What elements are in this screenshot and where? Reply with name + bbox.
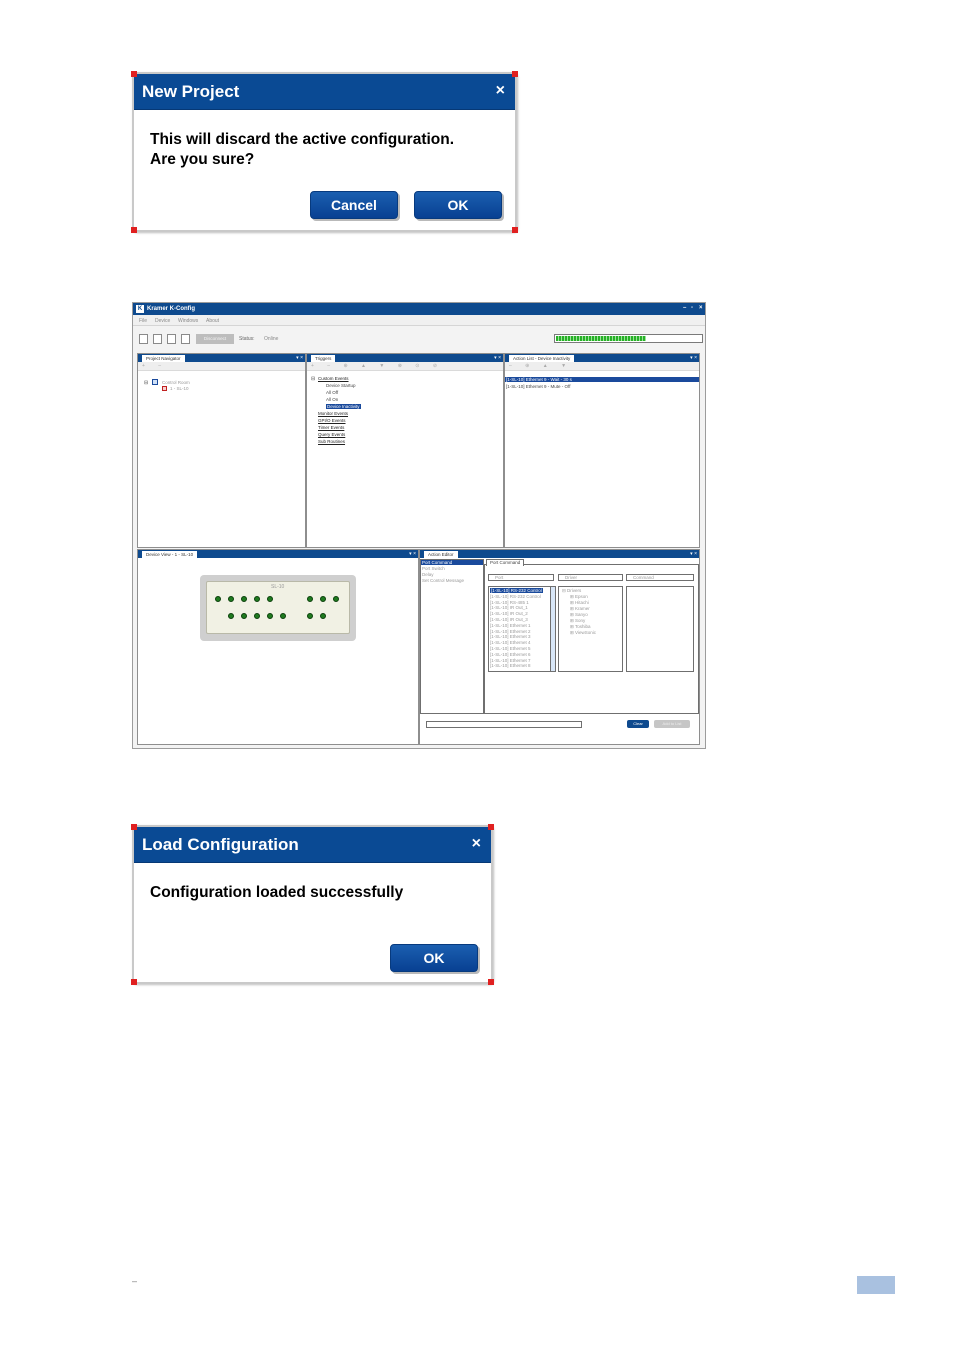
cancel-button[interactable]: Cancel <box>310 191 398 219</box>
device-button-led[interactable] <box>267 613 273 619</box>
dialog-corner-marker <box>131 71 137 77</box>
app-title-bar <box>133 303 706 315</box>
trigger-query-events[interactable]: Query Events <box>318 432 346 437</box>
device-button-led[interactable] <box>254 613 260 619</box>
trigger-custom-events[interactable]: Custom Events <box>318 376 349 381</box>
trigger-timer-events[interactable]: Timer Events <box>318 425 345 430</box>
device-button-led[interactable] <box>215 596 221 602</box>
pane-toolbar: + – ⊕ ▲ ▼ ⊗ ⊙ ⊘ <box>307 362 503 371</box>
action-type-list <box>420 559 484 714</box>
close-icon[interactable]: × <box>495 82 505 99</box>
device-button-led[interactable] <box>333 596 339 602</box>
dialog-message: Configuration loaded successfully <box>150 884 404 901</box>
pane-header <box>138 354 305 362</box>
clear-button[interactable]: Clear <box>627 720 649 728</box>
port-list-item[interactable]: [1-SL-10] Ethernet 7 <box>490 657 531 663</box>
driver-tree-item[interactable]: ⊞ Hitachi <box>570 600 589 605</box>
trigger-all-off[interactable]: All Off <box>326 390 339 395</box>
dialog-title-bar <box>134 827 491 863</box>
driver-tree-item[interactable]: ⊞ Sony <box>570 618 586 623</box>
dialog-title: Load Configuration <box>142 834 299 854</box>
driver-tree-item[interactable]: ⊞ Sanyo <box>570 612 588 617</box>
action-list-pane <box>504 353 700 548</box>
pane-header <box>505 354 699 362</box>
dialog-corner-marker <box>488 979 494 985</box>
pane-controls[interactable]: ▾ × <box>690 355 697 361</box>
device-button-led[interactable] <box>241 596 247 602</box>
save-file-icon[interactable] <box>167 334 176 344</box>
menu-about[interactable]: About <box>206 318 220 324</box>
device-button-led[interactable] <box>307 613 313 619</box>
app-title: Kramer K-Config <box>147 306 196 312</box>
kramer-logo-icon: K <box>137 306 143 312</box>
export-icon[interactable] <box>181 334 190 344</box>
driver-tree-item[interactable]: ⊞ Epson <box>570 594 588 599</box>
tab-triggers[interactable]: Triggers <box>311 355 335 362</box>
driver-list <box>558 586 623 672</box>
port-list-item[interactable]: [1-SL-10] Ethernet 6 <box>490 651 531 657</box>
action-list-item[interactable]: [1-SL-10] Ethernet 9 - Wait - 30 s <box>505 377 699 382</box>
port-list-item[interactable]: [1-SL-10] IR Out_3 <box>490 617 528 622</box>
driver-tree-item[interactable]: ⊞ Toshiba <box>570 624 591 629</box>
maximize-icon[interactable]: ▫ <box>691 305 694 311</box>
port-list-item[interactable]: [1-SL-10] RS-232 Control <box>491 588 542 593</box>
trigger-device-startup[interactable]: Device Startup <box>326 383 356 388</box>
new-file-icon[interactable] <box>139 334 148 344</box>
port-list-item[interactable]: [1-SL-10] Ethernet 5 <box>490 646 531 651</box>
port-list-scrollbar[interactable] <box>550 586 556 672</box>
device-button-led[interactable] <box>320 596 326 602</box>
port-column-header: Port <box>488 574 554 581</box>
action-list-item[interactable]: [1-SL-10] Ethernet 9 - Mute - Off <box>506 384 571 389</box>
minimize-icon[interactable]: – <box>683 305 687 311</box>
dialog-title: New Project <box>142 81 240 101</box>
device-button-led[interactable] <box>307 596 313 602</box>
close-icon[interactable]: × <box>471 835 481 852</box>
driver-tree-root[interactable]: ⊟ Drivers <box>562 588 582 593</box>
page-number-badge <box>857 1276 895 1294</box>
project-navigator-pane <box>137 353 306 548</box>
dialog-corner-marker <box>131 979 137 985</box>
triggers-pane <box>306 353 504 548</box>
load-configuration-dialog <box>132 825 493 984</box>
room-icon <box>152 379 158 385</box>
dialog-corner-marker <box>512 71 518 77</box>
tree-node-room[interactable]: Control Room <box>162 380 190 385</box>
action-type-set-control-message[interactable]: Set Control Message <box>422 578 465 583</box>
progress-fill <box>556 336 646 341</box>
kconfig-app-window <box>132 302 706 749</box>
connection-progress-bar <box>554 334 703 343</box>
tree-node-device[interactable]: 1 - SL-10 <box>170 386 189 391</box>
dialog-corner-marker <box>512 227 518 233</box>
device-panel-face <box>206 581 350 634</box>
command-column-header: Command <box>626 574 694 581</box>
driver-column-header: Driver <box>558 574 623 581</box>
driver-tree-item[interactable]: ⊞ ViewSonic <box>570 630 596 635</box>
tree-expand-icon[interactable]: ⊟ <box>311 376 316 382</box>
device-button-led[interactable] <box>228 613 234 619</box>
tree-expand-icon[interactable]: ⊟ <box>144 380 149 386</box>
port-list-item[interactable]: [1-SL-10] RS-232 Control <box>490 593 541 599</box>
pane-controls[interactable]: ▾ × <box>296 355 303 361</box>
pane-header <box>307 354 503 362</box>
port-list-item[interactable]: [1-SL-10] IR Out_1 <box>490 605 528 611</box>
dialog-message-line: This will discard the active configuration. <box>150 131 455 148</box>
status-label: Status: <box>239 336 255 342</box>
pane-toolbar: + – <box>138 362 305 371</box>
dialog-corner-marker <box>131 227 137 233</box>
device-icon <box>162 386 167 391</box>
pane-header <box>138 550 418 558</box>
device-button-led[interactable] <box>254 596 260 602</box>
device-button-led[interactable] <box>241 613 247 619</box>
device-button-led[interactable] <box>320 613 326 619</box>
tab-action-list[interactable]: Action List - Device Inactivity <box>509 355 574 362</box>
tab-action-editor[interactable]: Action Editor <box>424 551 458 558</box>
open-file-icon[interactable] <box>153 334 162 344</box>
dialog-message-line: Are you sure? <box>150 151 255 168</box>
status-value: Online <box>264 336 279 342</box>
port-list-item[interactable]: [1-SL-10] IR Out_2 <box>490 611 528 617</box>
action-type-port-switch[interactable]: Port Switch <box>422 566 445 571</box>
pane-controls[interactable]: ▾ × <box>690 551 697 557</box>
menu-windows[interactable]: Windows <box>178 318 199 324</box>
port-list-item[interactable]: [1-SL-10] Ethernet 2 <box>490 628 531 634</box>
dialog-corner-marker <box>131 824 137 830</box>
device-front-panel <box>200 575 356 641</box>
port-list <box>488 586 556 672</box>
trigger-monitor-events[interactable]: Monitor Events <box>318 411 349 416</box>
port-list-item[interactable]: [1-SL-10] Ethernet 8 <box>490 663 531 669</box>
command-preview-field[interactable] <box>426 721 582 728</box>
pane-controls[interactable]: ▾ × <box>409 551 416 557</box>
device-name-label: SL-10 <box>271 584 285 590</box>
port-list-item[interactable]: [1-SL-10] Ethernet 1 <box>490 622 531 628</box>
port-list-item[interactable]: [1-SL-10] Ethernet 3 <box>490 634 531 640</box>
trigger-sub-routines[interactable]: Sub Routines <box>318 439 346 444</box>
pane-toolbar: – ⊕ ▲ ▼ <box>505 362 699 371</box>
new-project-dialog <box>132 72 517 232</box>
action-type-port-command[interactable]: Port Command <box>421 560 483 565</box>
action-type-delay[interactable]: Delay <box>422 572 434 577</box>
add-to-list-button[interactable]: Add to List <box>654 720 690 728</box>
driver-tree-item[interactable]: ⊞ Kramer <box>570 606 590 611</box>
toolbar <box>133 327 706 351</box>
menu-device[interactable]: Device <box>155 318 171 324</box>
ok-button[interactable]: OK <box>390 944 478 972</box>
trigger-gpio-events[interactable]: GPI/O Events <box>318 418 346 423</box>
device-button-led[interactable] <box>267 596 273 602</box>
action-editor-pane <box>419 549 700 745</box>
command-list <box>626 586 694 672</box>
ok-button[interactable]: OK <box>414 191 502 219</box>
footer-dash: – <box>132 1276 138 1286</box>
pane-controls[interactable]: ▾ × <box>494 355 501 361</box>
dialog-message <box>150 130 454 170</box>
port-list-item[interactable]: [1-SL-10] Ethernet 4 <box>490 640 531 646</box>
dialog-title-bar <box>134 74 515 110</box>
disconnect-button[interactable]: Disconnect <box>196 334 234 344</box>
pane-header <box>420 550 699 558</box>
device-button-led[interactable] <box>280 613 286 619</box>
trigger-all-on[interactable]: All On <box>326 397 339 402</box>
tab-device-view[interactable]: Device View - 1 - SL-10 <box>142 551 197 558</box>
close-icon[interactable]: × <box>699 305 703 311</box>
tab-port-command[interactable]: Port Command <box>486 559 524 566</box>
dialog-corner-marker <box>488 824 494 830</box>
menu-file[interactable]: File <box>139 318 148 324</box>
trigger-device-inactivity[interactable]: Device Inactivity <box>327 404 360 409</box>
port-list-item[interactable]: [1-SL-10] RS-485 1 <box>490 599 529 605</box>
tab-project-navigator[interactable]: Project Navigator <box>142 355 185 362</box>
menu-bar <box>133 315 706 326</box>
device-button-led[interactable] <box>228 596 234 602</box>
